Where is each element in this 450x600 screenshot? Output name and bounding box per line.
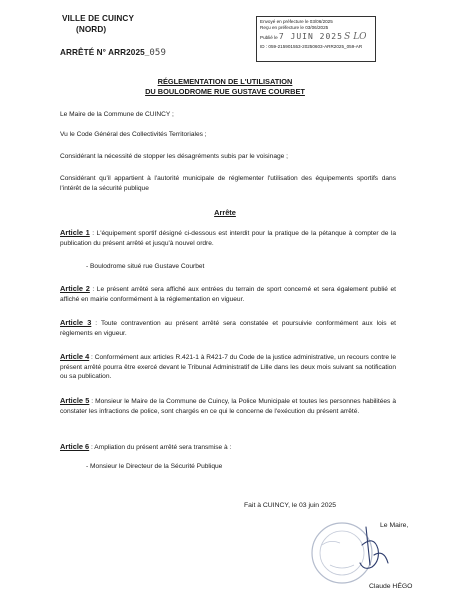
town-name: VILLE DE CUINCY	[62, 14, 135, 23]
article-4-label: Article 4	[60, 352, 90, 361]
article-1-text: : L'équipement sportif désigné ci-dessous est interdit pour la pratique de la pétanque à compter de la publication du présent arrêté et jusqu'à nouvel ordre.	[60, 230, 396, 247]
considerant-2: Considérant qu'il appartient à l'autorité municipale de réglementer l'utilisation des équipements sportifs dans l'intérêt de la sécurité publique	[60, 175, 396, 192]
maire-line: Le Maire de la Commune de CUINCY ;	[60, 111, 174, 118]
signature-area	[300, 505, 413, 590]
article-1-label: Article 1	[60, 228, 90, 237]
article-3-label: Article 3	[60, 318, 92, 327]
article-4	[60, 352, 396, 382]
title-line-2: DU BOULODROME RUE GUSTAVE COURBET	[145, 87, 305, 96]
arrete-number	[60, 48, 166, 58]
stamp-published-date: 7 JUIN 2025	[278, 32, 343, 42]
article-5	[60, 396, 396, 416]
article-1-item: - Boulodrome situé rue Gustave Courbet	[86, 263, 205, 270]
title-line-1: RÉGLEMENTATION DE L'UTILISATION	[157, 77, 293, 86]
article-5-text: : Monsieur le Maire de la Commune de Cuincy, la Police Municipale et toutes les personnes habilitées à constater les infractions de police, sont chargés en ce qui le concerne de l'exécution du présent arrêté.	[60, 398, 396, 415]
article-6-label: Article 6	[60, 442, 90, 451]
article-1	[60, 228, 396, 248]
article-2-text: : Le présent arrêté sera affiché aux entrées du terrain de sport concerné et sera également publié et affiché en mairie conformément à la réglementation en vigueur.	[60, 286, 396, 303]
arrete-number-handwritten: 059	[149, 48, 166, 58]
article-6	[60, 442, 396, 453]
arrete-label: ARRÊTÉ N° ARR2025_	[60, 48, 150, 57]
article-3-text: : Toute contravention au présent arrêté sera constatée et poursuivie conformément aux lois et règlements en vigueur.	[60, 320, 396, 337]
article-4-text: : Conformément aux articles R.421-1 à R421-7 du Code de la justice administrative, un recours contre le présent arrêté pourra être exercé devant le Tribunal Administratif de Lille dans les deux mois suivant sa notification ou sa publication.	[60, 354, 396, 381]
le-maire: Le Maire,	[380, 522, 409, 529]
considerant-1: Considérant la nécessité de stopper les désagréments subis par le voisinage ;	[60, 153, 288, 160]
stamp-published-mark: S LO	[344, 32, 367, 43]
article-2	[60, 284, 396, 304]
stamp-published	[260, 31, 372, 43]
vu-line: Vu le Code Général des Collectivités Territoriales ;	[60, 131, 207, 138]
article-6-text: : Ampliation du présent arrêté sera transmise à :	[89, 444, 232, 451]
prefecture-stamp	[256, 16, 376, 62]
stamp-received: Reçu en préfecture le 03/06/2025	[260, 25, 329, 31]
region-name: (NORD)	[76, 25, 107, 34]
stamp-sent: Envoyé en préfecture le 03/06/2025	[260, 19, 333, 24]
article-6-item: - Monsieur le Directeur de la Sécurité Publique	[86, 463, 223, 470]
stamp-id: ID : 059-215901553-20250603-ARR2025_059-AR	[260, 43, 363, 49]
stamp-published-label: Publié le	[260, 35, 278, 41]
signature-icon	[300, 505, 413, 590]
arrete-heading: Arrête	[214, 208, 236, 217]
article-3	[60, 318, 396, 338]
article-5-label: Article 5	[60, 396, 90, 405]
signatory-name: Claude HÉGO	[369, 583, 413, 590]
article-2-label: Article 2	[60, 284, 90, 293]
fait-a: Fait à CUINCY, le 03 juin 2025	[244, 502, 337, 509]
